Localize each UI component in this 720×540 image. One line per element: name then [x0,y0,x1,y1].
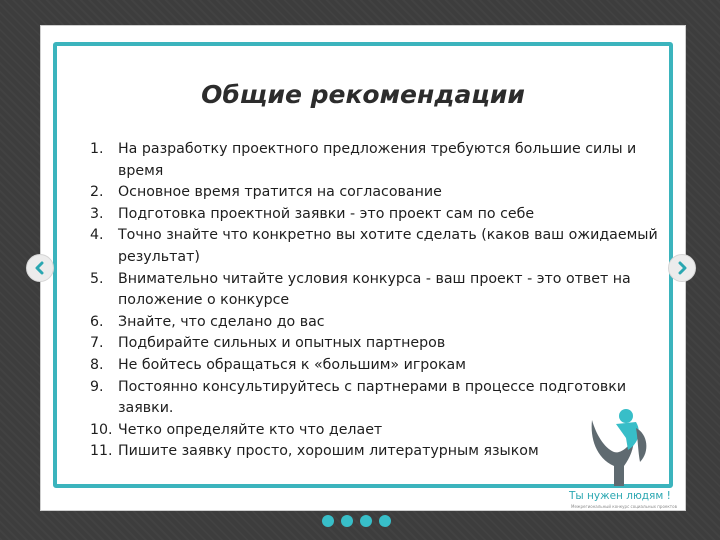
item-text: Постоянно консультируйтесь с партнерами в процессе подготовки заявки. [118,378,627,417]
organization-logo [555,408,685,512]
item-number: 6. [90,313,104,330]
previous-slide-button[interactable] [26,254,54,282]
item-text: Подбирайте сильных и опытных партнеров [118,335,446,352]
item-text: Внимательно читайте условия конкурса - ваш проект - это ответ на положение о конкурсе [118,270,631,309]
item-text: Основное время тратится на согласование [118,184,442,201]
item-text: На разработку проектного предложения требуются большие силы и время [118,141,637,179]
item-number: 3. [90,205,104,222]
item-number: 10. [90,421,113,438]
next-slide-button[interactable] [668,254,696,282]
list-item [90,355,670,377]
item-number: 7. [90,335,104,352]
slide-title: Общие рекомендации [201,80,525,109]
list-item [90,182,670,204]
slide-pagination [322,515,391,527]
list-item [90,269,670,312]
list-item [90,333,670,355]
pagination-dot[interactable] [360,515,372,527]
pagination-dot[interactable] [341,515,353,527]
chevron-right-icon [675,261,689,275]
logo-subtext: Межрегиональный конкурс социальных проектов [571,504,677,509]
item-number: 2. [90,184,104,201]
item-text: Подготовка проектной заявки - это проект сам по себе [118,205,535,222]
item-number: 1. [90,141,104,157]
item-number: 4. [90,227,104,244]
item-number: 11. [90,443,113,460]
logo-text: Ты нужен людям ! [569,490,671,502]
item-text: Точно знайте что конкретно вы хотите сделать (каков ваш ожидаемый результат) [118,227,658,265]
people-logo-icon [588,408,652,488]
list-item [90,312,670,334]
item-text: Пишите заявку просто, хорошим литературным языком [118,443,539,460]
list-item [90,139,670,182]
pagination-dot[interactable] [322,515,334,527]
item-text: Четко определяйте кто что делает [118,421,383,438]
item-number: 9. [90,378,104,395]
item-text: Знайте, что сделано до вас [118,313,325,330]
chevron-left-icon [33,261,47,275]
item-text: Не бойтесь обращаться к «большим» игрокам [118,356,466,373]
item-number: 5. [90,270,104,287]
pagination-dot[interactable] [379,515,391,527]
list-item [90,204,670,226]
item-number: 8. [90,356,104,373]
list-item [90,225,670,268]
